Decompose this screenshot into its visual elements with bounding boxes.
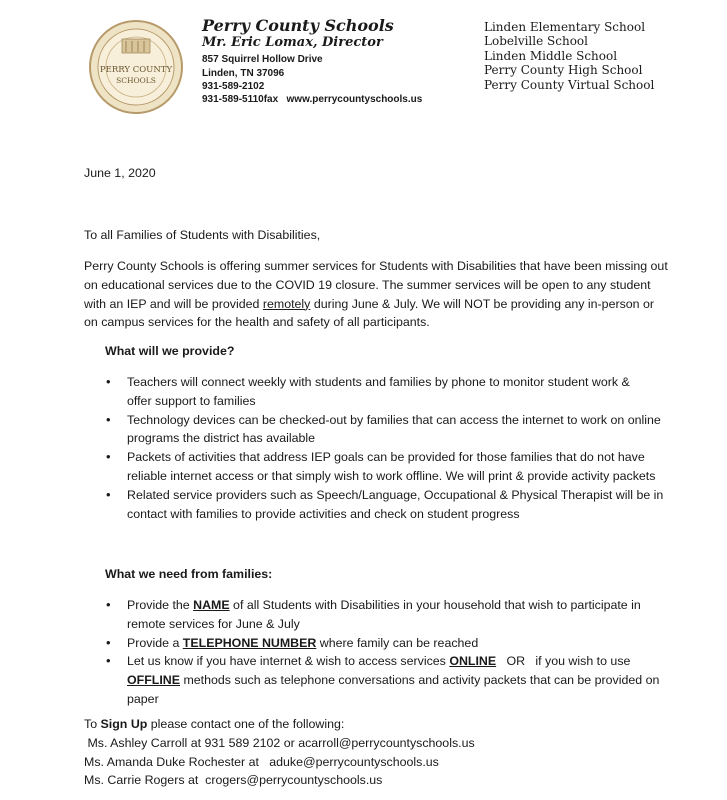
salutation: To all Families of Students with Disabilities,	[84, 228, 321, 242]
org-name: Perry County Schools	[202, 16, 394, 35]
list-item-line	[127, 671, 659, 690]
list-item-line	[127, 634, 659, 653]
school-item: Linden Middle School	[484, 48, 618, 63]
list-item-line: • Related service providers such as Speech/Language, Occupational & Physical Therapist will be in	[127, 487, 664, 502]
list-item-line: remote services for June & July	[127, 616, 300, 631]
remotely-emphasis: remotely	[262, 296, 311, 311]
signup-text: To	[84, 717, 101, 731]
list-item	[106, 373, 663, 411]
list-text: methods such as telephone conversations and activity packets that can be provided on	[180, 673, 660, 688]
school-item: Perry County Virtual School	[484, 77, 655, 92]
provide-heading: What will we provide?	[105, 344, 235, 358]
school-item: Linden Elementary School	[484, 20, 646, 34]
list-text: of all Students with Disabilities in your household that wish to participate in	[229, 598, 641, 612]
seal-text-top: PERRY COUNTY	[99, 65, 173, 75]
district-seal-icon	[88, 19, 184, 115]
director-name: Mr. Eric Lomax, Director	[202, 35, 383, 50]
address-line-2: Linden, TN 37096	[202, 68, 285, 79]
intro-line: Perry County Schools is offering summer services for Students with Disabilities that have been missing out	[84, 259, 668, 273]
contact-line[interactable]: Ms. Carrie Rogers at crogers@perrycountyschools.us	[84, 773, 383, 788]
signup-section	[84, 715, 475, 790]
intro-text: during June & July. We will NOT be providing any in-person or	[310, 296, 655, 311]
name-emphasis: NAME	[193, 598, 230, 612]
need-list	[106, 596, 659, 709]
list-item-line: paper	[127, 691, 159, 706]
website-link[interactable]: www.perrycountyschools.us	[286, 94, 423, 105]
school-list	[484, 20, 654, 92]
signup-intro	[84, 715, 475, 734]
list-item	[106, 411, 663, 449]
list-item-line: offer support to families	[127, 393, 256, 408]
intro-line	[84, 295, 668, 314]
contact-line[interactable]: Ms. Ashley Carroll at 931 589 2102 or acarroll@perrycountyschools.us	[84, 735, 475, 750]
fax-and-website	[202, 93, 422, 107]
intro-text: with an IEP and will be provided	[84, 296, 263, 311]
list-text: OR if you wish to use	[496, 654, 631, 669]
list-item	[106, 652, 659, 708]
contact-line[interactable]: Ms. Amanda Duke Rochester at aduke@perrycountyschools.us	[84, 754, 439, 769]
signup-emphasis: Sign Up	[100, 717, 148, 731]
intro-line: on educational services due to the COVID 19 closure. The summer services will be open to any student	[84, 277, 651, 292]
list-item	[106, 596, 659, 634]
list-text: where family can be reached	[316, 635, 479, 650]
telephone-emphasis: TELEPHONE NUMBER	[182, 635, 317, 650]
school-item: Lobelville School	[484, 34, 588, 49]
need-heading: What we need from families:	[105, 567, 273, 581]
provide-list	[106, 373, 663, 523]
list-item-line: programs the district has available	[127, 431, 316, 446]
list-item	[106, 634, 659, 653]
letter-date: June 1, 2020	[84, 166, 156, 180]
intro-line: on campus services for the health and safety of all participants.	[84, 315, 430, 330]
signup-text: please contact one of the following:	[147, 717, 345, 731]
list-item-line	[127, 596, 659, 615]
list-item-line: reliable internet access or that simply wish to work offline. We will print & provide activity packets	[127, 468, 656, 483]
intro-paragraph	[84, 257, 668, 332]
list-text: Provide the	[127, 598, 194, 612]
list-item	[106, 448, 663, 486]
offline-emphasis: OFFLINE	[127, 673, 180, 688]
address-line-1: 857 Squirrel Hollow Drive	[202, 54, 323, 65]
list-item-line: • Technology devices can be checked-out by families that can access the internet to work on online	[127, 412, 661, 427]
list-item-line	[127, 652, 659, 671]
school-item: Perry County High School	[484, 63, 643, 78]
list-text: Provide a	[127, 635, 183, 650]
list-item-line: • Teachers will connect weekly with students and families by phone to monitor student work &	[127, 375, 630, 389]
list-item	[106, 486, 663, 524]
seal-text-bottom: SCHOOLS	[116, 76, 156, 85]
phone-number: 931-589-2102	[202, 81, 265, 92]
list-text: Let us know if you have internet & wish to access services	[127, 654, 450, 669]
fax-number: 931-589-5110fax	[202, 94, 279, 105]
online-emphasis: ONLINE	[449, 654, 497, 669]
list-item-line: contact with families to provide activities and check on student progress	[127, 506, 520, 521]
list-item-line: • Packets of activities that address IEP goals can be provided for those families that do not have	[127, 450, 645, 465]
